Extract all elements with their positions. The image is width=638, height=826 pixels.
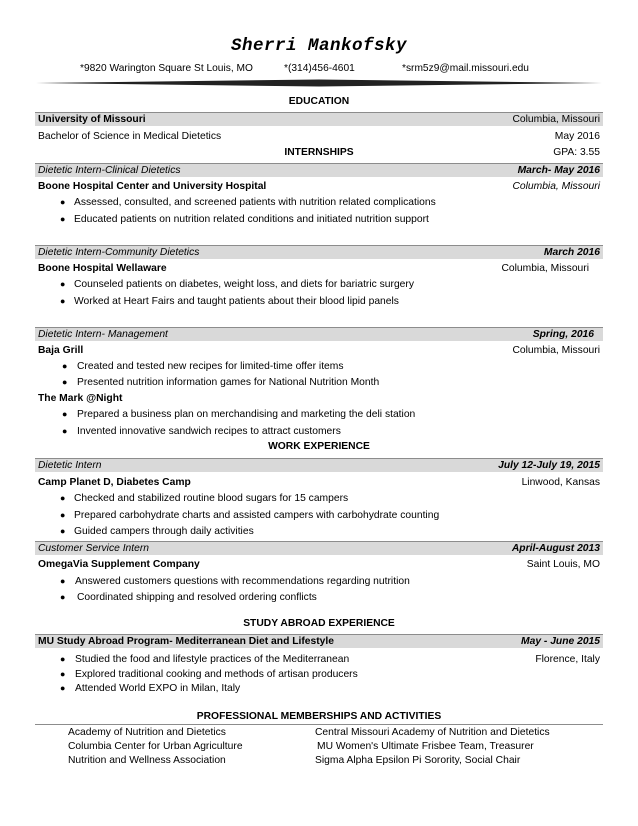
internship-org-row (36, 393, 600, 407)
organization: Baja Grill (38, 345, 84, 356)
job-title: Customer Service Intern (38, 543, 150, 554)
bullet-icon: ● (60, 654, 66, 664)
work-title-row (36, 460, 600, 474)
degree-date: May 2016 (554, 131, 600, 142)
study-abroad-location-row (36, 654, 600, 668)
school-name: University of Missouri (38, 114, 146, 125)
job-location: Columbia, Missouri (512, 181, 600, 192)
bullet-icon: ● (62, 426, 68, 436)
internship-org-row (36, 181, 600, 195)
bullet-icon: ● (60, 592, 66, 602)
bullet-icon: ● (60, 296, 66, 306)
organization: Boone Hospital Wellaware (38, 263, 167, 274)
degree: Bachelor of Science in Medical Dietetics (38, 131, 222, 142)
bullet-icon: ● (60, 683, 66, 693)
membership-item: Academy of Nutrition and Dietetics (68, 727, 226, 738)
job-title: Dietetic Intern-Clinical Dietetics (38, 165, 181, 176)
header-divider (36, 79, 602, 87)
bullet-icon: ● (60, 669, 66, 679)
bullet-icon: ● (60, 279, 66, 289)
gpa-row (36, 147, 600, 161)
job-location: Columbia, Missouri (512, 345, 600, 356)
bullet-icon: ● (60, 526, 66, 536)
membership-item: Nutrition and Wellness Association (68, 755, 226, 766)
program-name: MU Study Abroad Program- Mediterranean Diet and Lifestyle (38, 636, 334, 647)
work-heading: WORK EXPERIENCE (268, 441, 370, 452)
job-date: July 12-July 19, 2015 (498, 460, 600, 471)
organization: Boone Hospital Center and University Hospital (38, 181, 267, 192)
internship-title-row (36, 329, 600, 343)
internship-org-row (36, 263, 600, 277)
bullet-icon: ● (62, 377, 68, 387)
education-row (36, 114, 600, 128)
internship-title-row (36, 247, 600, 261)
job-location: Saint Louis, MO (526, 559, 600, 570)
study-abroad-title-row (36, 636, 600, 650)
school-location: Columbia, Missouri (512, 114, 600, 125)
bullet-icon: ● (60, 214, 66, 224)
internship-org-row (36, 345, 600, 359)
job-date: March 2016 (543, 247, 600, 258)
job-title: Dietetic Intern (38, 460, 102, 471)
contact-phone: *(314)456-4601 (284, 63, 355, 74)
memberships-divider (35, 724, 603, 725)
contact-email[interactable]: *srm5z9@mail.missouri.edu (402, 63, 529, 74)
organization: The Mark @Night (38, 393, 123, 404)
internship-title-row (36, 165, 600, 179)
program-location: Florence, Italy (535, 654, 600, 665)
work-org-row (36, 477, 600, 491)
membership-item: Sigma Alpha Epsilon Pi Sorority, Social Chair (315, 755, 521, 766)
bullet-icon: ● (60, 197, 66, 207)
job-location: Linwood, Kansas (521, 477, 600, 488)
study-abroad-heading: STUDY ABROAD EXPERIENCE (243, 618, 395, 629)
program-date: May - June 2015 (521, 636, 600, 647)
gpa: GPA: 3.55 (553, 147, 600, 158)
memberships-heading: PROFESSIONAL MEMBERSHIPS AND ACTIVITIES (196, 711, 442, 722)
internships-heading: INTERNSHIPS (284, 147, 354, 158)
bullet-icon: ● (60, 510, 66, 520)
job-title: Dietetic Intern-Community Dietetics (38, 247, 200, 258)
bullet-icon: ● (60, 493, 66, 503)
job-location: Columbia, Missouri (501, 263, 589, 274)
membership-item: Central Missouri Academy of Nutrition and Dietetics (315, 727, 550, 738)
work-title-row (36, 543, 600, 557)
contact-address: *9820 Warington Square St Louis, MO (80, 63, 253, 74)
bullet-icon: ● (62, 361, 68, 371)
candidate-name: Sherri Mankofsky (230, 36, 408, 56)
work-org-row (36, 559, 600, 573)
education-heading: EDUCATION (288, 96, 350, 107)
degree-row (36, 131, 600, 145)
organization: OmegaVia Supplement Company (38, 559, 200, 570)
job-date: March- May 2016 (517, 165, 600, 176)
bullet-icon: ● (60, 576, 66, 586)
job-title: Dietetic Intern- Management (38, 329, 168, 340)
membership-item: MU Women's Ultimate Frisbee Team, Treasurer (317, 741, 534, 752)
job-date: April-August 2013 (511, 543, 600, 554)
bullet-icon: ● (62, 409, 68, 419)
job-date: Spring, 2016 (532, 329, 594, 340)
organization: Camp Planet D, Diabetes Camp (38, 477, 191, 488)
membership-item: Columbia Center for Urban Agriculture (68, 741, 243, 752)
